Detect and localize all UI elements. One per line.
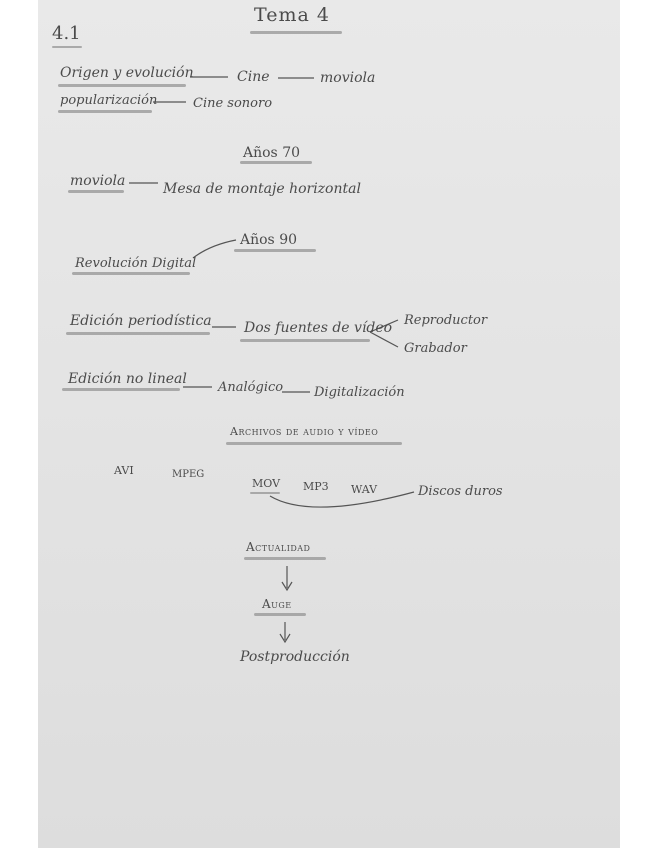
section-number: 4.1	[52, 23, 81, 44]
dos-fuentes-underline	[240, 339, 370, 342]
cine-sonoro-text: Cine sonoro	[193, 96, 273, 111]
anos70-underline	[240, 161, 312, 164]
edicion-periodistica-underline	[66, 332, 210, 335]
auge-heading: Auge	[262, 597, 292, 611]
anos90-heading: Años 90	[240, 232, 298, 248]
auge-underline	[254, 613, 306, 616]
edicion-no-lineal-underline	[62, 388, 180, 391]
cine-text: Cine	[237, 69, 270, 85]
anos70-heading: Años 70	[243, 145, 301, 161]
format-mpeg: MPEG	[172, 469, 205, 480]
anos90-underline	[234, 249, 316, 252]
dos-fuentes-text: Dos fuentes de vídeo	[244, 320, 393, 336]
format-avi: AVI	[114, 464, 134, 477]
origen-text: Origen y evolución	[60, 65, 194, 81]
revolucion-text: Revolución Digital	[75, 256, 197, 271]
analogico-text: Analógico	[218, 380, 284, 395]
popularizacion-underline	[58, 110, 152, 113]
edicion-no-lineal-text: Edición no lineal	[68, 371, 187, 387]
postproduccion-text: Postproducción	[240, 649, 350, 665]
mesa-text: Mesa de montaje horizontal	[163, 181, 361, 197]
discos-duros-text: Discos duros	[418, 484, 503, 499]
arrow-mov-discos	[270, 492, 414, 507]
title-underline	[250, 31, 342, 34]
revolucion-underline	[72, 272, 190, 275]
edicion-periodistica-text: Edición periodística	[70, 313, 212, 329]
digitalizacion-text: Digitalización	[314, 385, 405, 400]
moviola2-underline	[68, 190, 124, 193]
page-title: Tema 4	[254, 4, 330, 26]
popularizacion-text: popularización	[60, 93, 158, 108]
reproductor-text: Reproductor	[404, 313, 488, 328]
arrow-anos90-revolucion	[193, 240, 236, 258]
format-mov: MOV	[252, 477, 281, 490]
archivos-underline	[226, 442, 402, 445]
mov-underline	[250, 492, 280, 494]
origen-underline	[58, 84, 186, 87]
moviola1-text: moviola	[320, 70, 376, 86]
format-wav: WAV	[351, 483, 378, 496]
actualidad-heading: Actualidad	[246, 540, 311, 554]
format-mp3: MP3	[303, 480, 329, 493]
moviola2-text: moviola	[70, 173, 126, 189]
archivos-heading: Archivos de audio y vídeo	[230, 425, 379, 438]
section-underline	[52, 46, 82, 48]
actualidad-underline	[244, 557, 326, 560]
grabador-text: Grabador	[404, 341, 467, 356]
